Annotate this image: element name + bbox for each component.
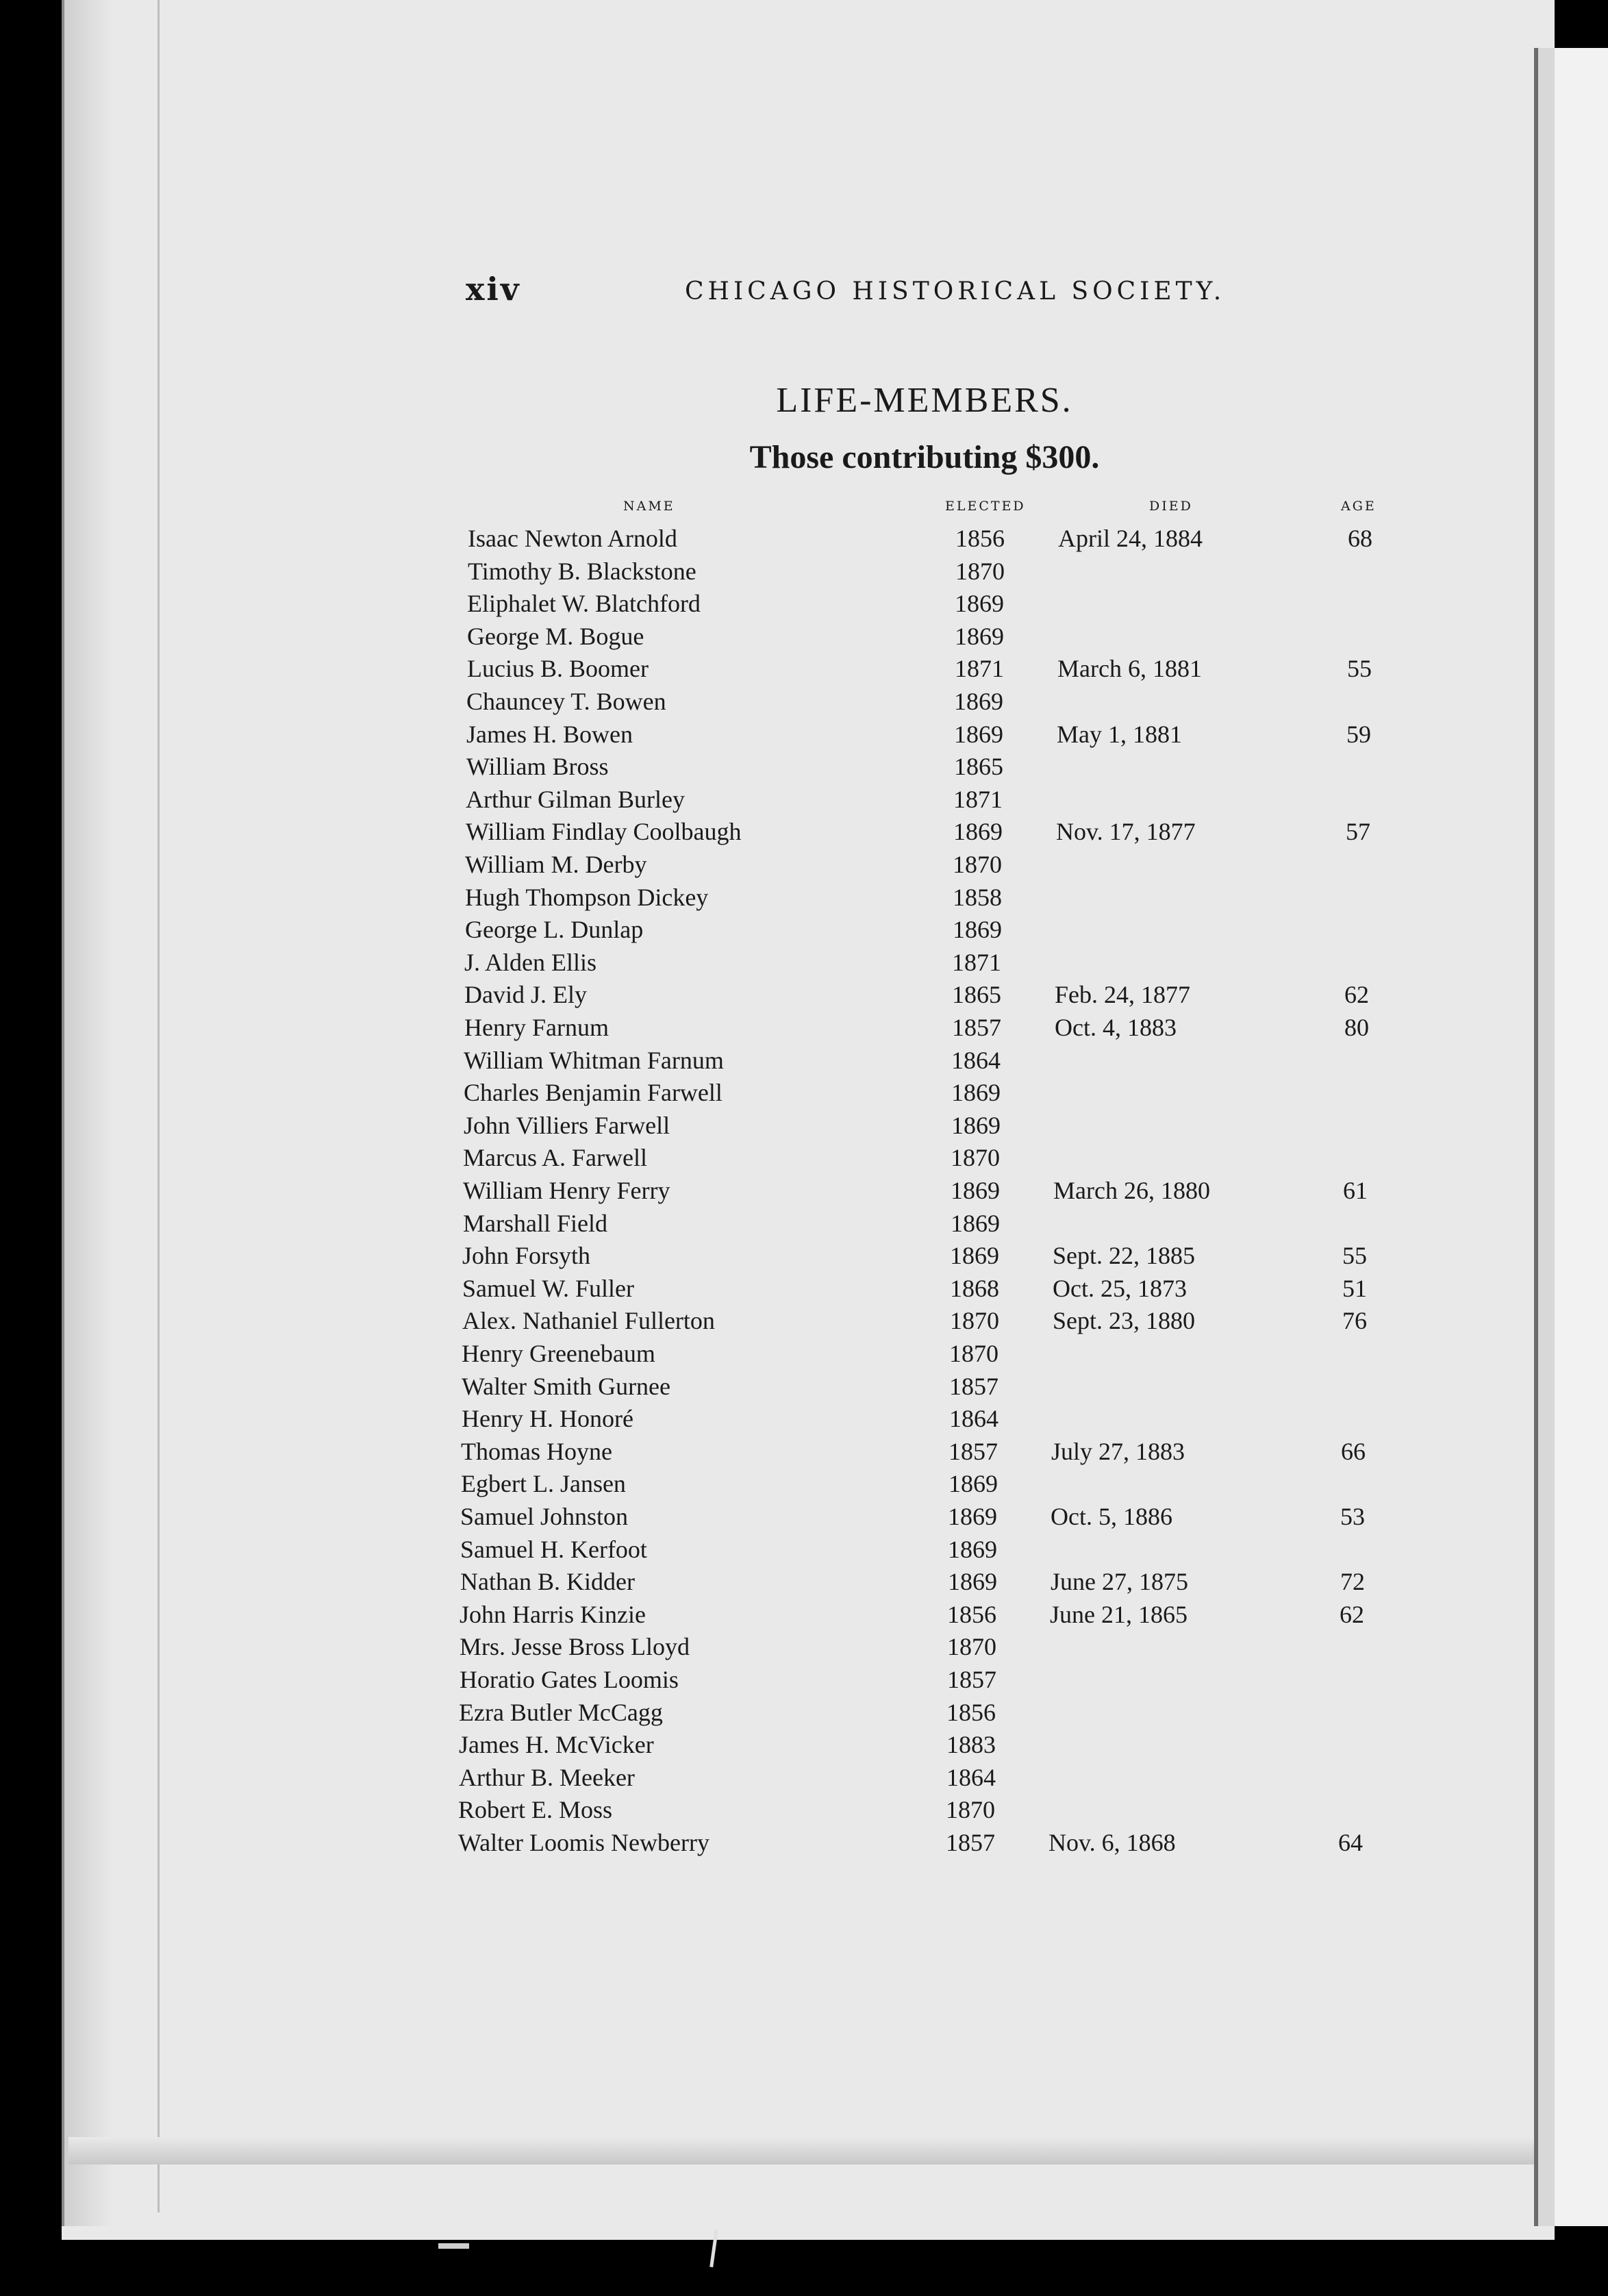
section-subtitle: Those contributing $300. (749, 439, 1100, 475)
member-died: Feb. 24, 1877 (1055, 981, 1190, 1009)
member-row (0, 654, 1507, 686)
member-age: 76 (1342, 1307, 1367, 1335)
member-row (0, 850, 1507, 882)
member-age: 53 (1340, 1503, 1365, 1530)
member-row (0, 1372, 1507, 1403)
member-elected: 1870 (955, 557, 1005, 585)
member-died: Nov. 17, 1877 (1056, 818, 1196, 846)
member-row (0, 1339, 1507, 1371)
member-elected: 1868 (950, 1274, 999, 1302)
member-name: James H. Bowen (466, 720, 633, 748)
member-row (0, 1763, 1507, 1795)
member-row (0, 1176, 1507, 1208)
member-died: Oct. 25, 1873 (1053, 1274, 1187, 1302)
member-elected: 1869 (954, 720, 1003, 748)
member-elected: 1869 (955, 622, 1004, 650)
member-elected: 1869 (953, 916, 1002, 944)
scan-artifact-smudge (438, 2243, 469, 2249)
member-row (0, 1437, 1507, 1469)
member-elected: 1869 (948, 1535, 997, 1563)
member-age: 57 (1346, 818, 1370, 846)
column-header-died: DIED (1149, 499, 1193, 514)
member-elected: 1858 (953, 883, 1002, 911)
member-elected: 1857 (952, 1014, 1001, 1041)
member-died: Sept. 23, 1880 (1053, 1307, 1196, 1335)
member-age: 55 (1347, 655, 1372, 683)
member-name: Walter Smith Gurnee (462, 1372, 671, 1400)
member-name: Hugh Thompson Dickey (465, 883, 709, 911)
member-died: Sept. 22, 1885 (1053, 1242, 1196, 1270)
member-elected: 1869 (955, 590, 1004, 618)
member-age: 68 (1348, 525, 1372, 552)
member-row (0, 1828, 1507, 1860)
member-elected: 1869 (951, 1177, 1000, 1204)
member-row (0, 817, 1507, 849)
member-elected: 1857 (946, 1829, 995, 1856)
member-elected: 1869 (949, 1470, 998, 1498)
member-name: William Whitman Farnum (464, 1046, 724, 1074)
member-elected: 1856 (946, 1698, 996, 1726)
member-row (0, 1600, 1507, 1632)
column-header-name: NAME (623, 499, 675, 514)
column-header-age: AGE (1341, 499, 1377, 514)
member-name: Henry Farnum (464, 1014, 609, 1041)
member-died: Nov. 6, 1868 (1048, 1829, 1176, 1856)
member-died: May 1, 1881 (1057, 720, 1182, 748)
member-age: 59 (1346, 720, 1371, 748)
member-elected: 1856 (955, 525, 1005, 552)
member-name: George M. Bogue (467, 622, 644, 650)
member-elected: 1870 (950, 1307, 999, 1335)
member-row (0, 524, 1507, 556)
member-elected: 1857 (949, 1437, 998, 1465)
member-row (0, 1209, 1507, 1240)
member-row (0, 589, 1507, 621)
member-age: 66 (1341, 1437, 1366, 1465)
member-name: Robert E. Moss (458, 1796, 612, 1824)
member-died: July 27, 1883 (1051, 1437, 1185, 1465)
member-row (0, 1078, 1507, 1110)
member-age: 80 (1344, 1014, 1369, 1041)
member-elected: 1869 (951, 1209, 1000, 1237)
member-elected: 1870 (951, 1144, 1000, 1172)
member-name: Marshall Field (463, 1209, 607, 1237)
member-died: Oct. 4, 1883 (1055, 1014, 1177, 1041)
member-died: Oct. 5, 1886 (1051, 1503, 1172, 1530)
member-name: Chauncey T. Bowen (466, 688, 666, 715)
member-row (0, 1698, 1507, 1730)
member-row (0, 687, 1507, 719)
member-elected: 1865 (952, 981, 1001, 1009)
member-elected: 1869 (951, 1111, 1001, 1139)
member-row (0, 1632, 1507, 1664)
member-elected: 1857 (947, 1666, 996, 1693)
member-name: Samuel H. Kerfoot (460, 1535, 647, 1563)
member-row (0, 883, 1507, 914)
member-elected: 1871 (952, 948, 1001, 976)
member-name: J. Alden Ellis (464, 948, 597, 976)
member-name: Alex. Nathaniel Fullerton (462, 1307, 715, 1335)
member-row (0, 1665, 1507, 1697)
member-elected: 1869 (948, 1568, 997, 1596)
member-died: June 27, 1875 (1051, 1568, 1188, 1596)
member-age: 62 (1340, 1600, 1364, 1628)
member-elected: 1864 (946, 1763, 996, 1791)
member-name: William Bross (466, 753, 609, 781)
member-row (0, 1730, 1507, 1762)
member-elected: 1871 (955, 655, 1004, 683)
member-row (0, 1404, 1507, 1436)
column-header-elected: ELECTED (945, 499, 1026, 514)
member-row (0, 1567, 1507, 1599)
member-name: Marcus A. Farwell (463, 1144, 647, 1172)
member-name: Arthur B. Meeker (459, 1763, 635, 1791)
member-name: Eliphalet W. Blatchford (467, 590, 701, 618)
member-name: Timothy B. Blackstone (468, 557, 696, 585)
member-name: Samuel Johnston (460, 1503, 629, 1530)
member-elected: 1870 (946, 1796, 995, 1824)
member-row (0, 980, 1507, 1012)
member-name: James H. McVicker (459, 1731, 654, 1759)
page-bottom-shadow (68, 2137, 1541, 2164)
member-name: Lucius B. Boomer (467, 655, 649, 683)
member-age: 55 (1342, 1242, 1367, 1270)
member-elected: 1869 (953, 818, 1003, 846)
member-name: Samuel W. Fuller (462, 1274, 634, 1302)
member-row (0, 1241, 1507, 1273)
member-died: June 21, 1865 (1050, 1600, 1188, 1628)
member-row (0, 948, 1507, 979)
member-row (0, 622, 1507, 653)
member-elected: 1883 (946, 1731, 996, 1759)
running-head-title: CHICAGO HISTORICAL SOCIETY. (685, 277, 1226, 305)
member-row (0, 1013, 1507, 1045)
member-name: Thomas Hoyne (461, 1437, 612, 1465)
member-name: Horatio Gates Loomis (460, 1666, 679, 1693)
member-row (0, 1469, 1507, 1501)
member-row (0, 720, 1507, 751)
member-row (0, 1795, 1507, 1827)
member-name: Walter Loomis Newberry (458, 1829, 709, 1856)
member-row (0, 1143, 1507, 1175)
member-died: March 26, 1880 (1053, 1177, 1210, 1204)
member-elected: 1870 (949, 1340, 998, 1367)
member-name: Mrs. Jesse Bross Lloyd (460, 1633, 690, 1661)
member-elected: 1865 (954, 753, 1003, 781)
member-name: John Villiers Farwell (464, 1111, 670, 1139)
member-name: David J. Ely (464, 981, 587, 1009)
member-elected: 1864 (951, 1046, 1001, 1074)
member-name: John Harris Kinzie (460, 1600, 646, 1628)
member-age: 64 (1338, 1829, 1363, 1856)
member-row (0, 785, 1507, 816)
member-elected: 1870 (947, 1633, 996, 1661)
member-row (0, 915, 1507, 947)
member-name: Henry H. Honoré (462, 1405, 633, 1433)
member-name: Egbert L. Jansen (461, 1470, 626, 1498)
member-died: April 24, 1884 (1058, 525, 1203, 552)
member-elected: 1869 (950, 1242, 999, 1270)
member-died: March 6, 1881 (1057, 655, 1202, 683)
member-name: John Forsyth (462, 1242, 591, 1270)
member-elected: 1869 (951, 1079, 1001, 1107)
member-row (0, 1306, 1507, 1338)
member-row (0, 752, 1507, 784)
member-elected: 1857 (949, 1372, 998, 1400)
member-row (0, 1535, 1507, 1567)
member-elected: 1869 (948, 1503, 997, 1530)
page-number: xiv (466, 271, 521, 308)
member-elected: 1869 (954, 688, 1003, 715)
member-name: William M. Derby (465, 851, 647, 878)
member-name: Ezra Butler McCagg (459, 1698, 663, 1726)
member-age: 72 (1340, 1568, 1365, 1596)
section-title: LIFE-MEMBERS. (776, 381, 1073, 420)
member-name: Isaac Newton Arnold (468, 525, 677, 552)
member-elected: 1871 (953, 785, 1003, 813)
member-age: 62 (1344, 981, 1369, 1009)
member-row (0, 1502, 1507, 1534)
member-name: William Findlay Coolbaugh (466, 818, 742, 846)
member-name: George L. Dunlap (465, 916, 644, 944)
scan-background-right (1555, 48, 1608, 2226)
member-age: 61 (1343, 1177, 1368, 1204)
member-name: Arthur Gilman Burley (466, 785, 685, 813)
member-name: Nathan B. Kidder (460, 1568, 635, 1596)
member-elected: 1870 (953, 851, 1002, 878)
member-name: William Henry Ferry (463, 1177, 670, 1204)
member-name: Henry Greenebaum (462, 1340, 655, 1367)
member-age: 51 (1342, 1274, 1367, 1302)
member-name: Charles Benjamin Farwell (464, 1079, 723, 1107)
member-row (0, 1046, 1507, 1077)
member-row (0, 1274, 1507, 1306)
member-row (0, 1111, 1507, 1143)
member-elected: 1856 (947, 1600, 996, 1628)
member-row (0, 557, 1507, 588)
member-elected: 1864 (949, 1405, 998, 1433)
